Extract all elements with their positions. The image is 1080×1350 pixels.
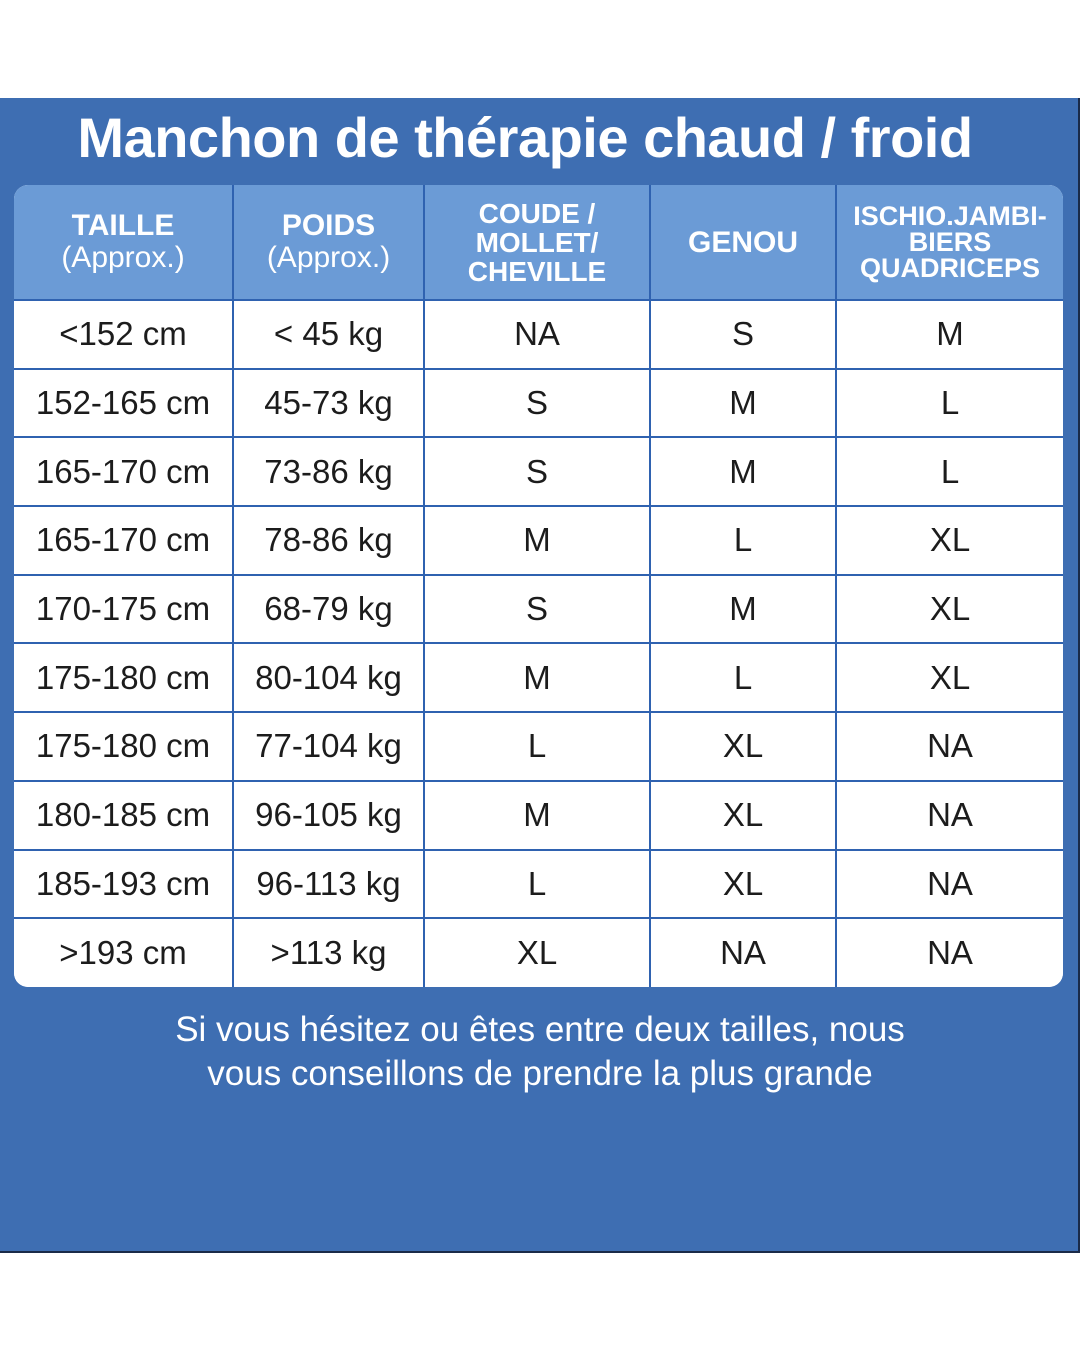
cell-poids: 73-86 kg — [233, 437, 424, 506]
table-row — [14, 506, 1063, 575]
cell-coude: M — [424, 781, 650, 850]
table-row — [14, 918, 1063, 987]
header-row — [14, 185, 1063, 300]
cell-genou: L — [650, 643, 836, 712]
cell-genou: M — [650, 437, 836, 506]
cell-poids: >113 kg — [233, 918, 424, 987]
cell-genou: XL — [650, 850, 836, 919]
cell-ischio: L — [836, 437, 1063, 506]
cell-poids: 96-105 kg — [233, 781, 424, 850]
header-poids: POIDS (Approx.) — [233, 185, 424, 300]
cell-taille: 175-180 cm — [14, 712, 233, 781]
cell-ischio: NA — [836, 918, 1063, 987]
cell-genou: L — [650, 506, 836, 575]
cell-coude: S — [424, 369, 650, 438]
cell-poids: 96-113 kg — [233, 850, 424, 919]
size-table — [14, 185, 1063, 987]
cell-genou: XL — [650, 781, 836, 850]
cell-poids: 45-73 kg — [233, 369, 424, 438]
cell-poids: 78-86 kg — [233, 506, 424, 575]
cell-ischio: NA — [836, 712, 1063, 781]
size-chart — [14, 185, 1063, 987]
cell-ischio: XL — [836, 506, 1063, 575]
cell-poids: 68-79 kg — [233, 575, 424, 644]
sizing-advice-line-1: Si vous hésitez ou êtes entre deux tailles, nous — [175, 1010, 905, 1049]
cell-poids: 77-104 kg — [233, 712, 424, 781]
cell-coude: S — [424, 437, 650, 506]
table-row — [14, 781, 1063, 850]
cell-taille: >193 cm — [14, 918, 233, 987]
cell-taille: 180-185 cm — [14, 781, 233, 850]
cell-ischio: XL — [836, 575, 1063, 644]
cell-taille: 175-180 cm — [14, 643, 233, 712]
cell-ischio: NA — [836, 781, 1063, 850]
sizing-advice-note — [40, 1008, 1040, 1096]
cell-coude: L — [424, 850, 650, 919]
header-genou: GENOU — [650, 185, 836, 300]
cell-genou: NA — [650, 918, 836, 987]
cell-genou: S — [650, 300, 836, 369]
table-row — [14, 712, 1063, 781]
cell-coude: XL — [424, 918, 650, 987]
cell-genou: M — [650, 369, 836, 438]
table-row — [14, 437, 1063, 506]
cell-poids: < 45 kg — [233, 300, 424, 369]
header-taille: TAILLE (Approx.) — [14, 185, 233, 300]
cell-taille: 165-170 cm — [14, 437, 233, 506]
page-title: Manchon de thérapie chaud / froid — [77, 106, 973, 169]
cell-coude: NA — [424, 300, 650, 369]
table-row — [14, 300, 1063, 369]
header-coude-mollet-cheville: COUDE / MOLLET/ CHEVILLE — [424, 185, 650, 300]
cell-coude: M — [424, 643, 650, 712]
cell-coude: S — [424, 575, 650, 644]
cell-taille: <152 cm — [14, 300, 233, 369]
table-row — [14, 369, 1063, 438]
cell-taille: 152-165 cm — [14, 369, 233, 438]
table-row — [14, 575, 1063, 644]
cell-poids: 80-104 kg — [233, 643, 424, 712]
cell-ischio: M — [836, 300, 1063, 369]
cell-coude: L — [424, 712, 650, 781]
header-ischio-quadriceps: ISCHIO.JAMBI- BIERS QUADRICEPS — [836, 185, 1063, 300]
cell-ischio: L — [836, 369, 1063, 438]
cell-ischio: XL — [836, 643, 1063, 712]
sizing-advice-line-2: vous conseillons de prendre la plus grande — [207, 1054, 873, 1093]
table-row — [14, 850, 1063, 919]
cell-taille: 185-193 cm — [14, 850, 233, 919]
cell-ischio: NA — [836, 850, 1063, 919]
cell-genou: M — [650, 575, 836, 644]
cell-coude: M — [424, 506, 650, 575]
cell-genou: XL — [650, 712, 836, 781]
table-row — [14, 643, 1063, 712]
cell-taille: 170-175 cm — [14, 575, 233, 644]
cell-taille: 165-170 cm — [14, 506, 233, 575]
